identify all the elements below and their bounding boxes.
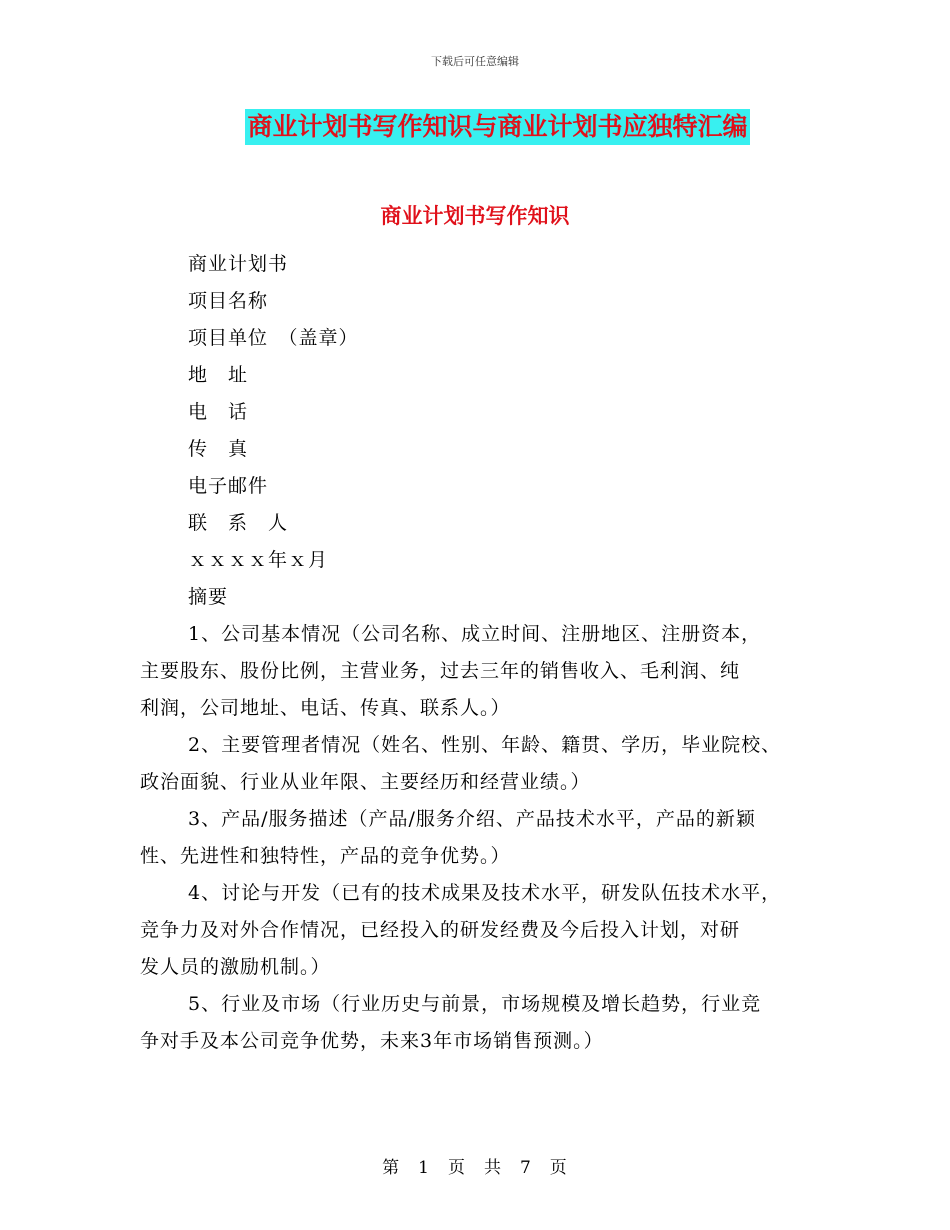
body-line: 主要股东、股份比例，主营业务，过去三年的销售收入、毛利润、纯 [140,660,741,682]
main-title-container [0,109,950,145]
body-line: 4、讨论与开发（已有的技术成果及技术水平，研发队伍技术水平， [188,882,782,904]
main-title: 商业计划书写作知识与商业计划书应独特汇编 [245,109,749,145]
body-line: 项目名称 [188,290,269,312]
body-line: 电子邮件 [188,475,269,497]
body-line: 利润，公司地址、电话、传真、联系人。） [140,697,511,719]
body-line: 摘要 [188,586,229,608]
body-line: 地 址 [188,364,249,386]
body-line: 2、主要管理者情况（姓名、性别、年龄、籍贯、学历，毕业院校、 [188,734,782,756]
body-line: 电 话 [188,401,249,423]
body-line: 1、公司基本情况（公司名称、成立时间、注册地区、注册资本， [188,623,762,645]
body-line: 项目单位 （盖章） [188,327,359,349]
page-footer: 第 1 页 共 7 页 [382,1158,568,1178]
body-line: 争对手及本公司竞争优势，未来3年市场销售预测。） [140,1030,604,1052]
body-line: 竞争力及对外合作情况，已经投入的研发经费及今后投入计划，对研 [140,919,741,941]
section-title: 商业计划书写作知识 [380,204,570,228]
body-line: 传 真 [188,438,249,460]
body-line: 联 系 人 [188,512,289,534]
body-line: 3、产品/服务描述（产品/服务介绍、产品技术水平，产品的新颖 [188,808,756,830]
body-line: 5、行业及市场（行业历史与前景，市场规模及增长趋势，行业竞 [188,993,762,1015]
header-note: 下载后可任意编辑 [431,55,519,68]
document-body [140,246,830,1060]
body-line: 性、先进性和独特性，产品的竞争优势。） [140,845,511,867]
body-line: ｘｘｘｘ年ｘ月 [188,549,329,571]
body-line: 政治面貌、行业从业年限、主要经历和经营业绩。） [140,771,591,793]
body-line: 商业计划书 [188,253,289,275]
body-line: 发人员的激励机制。） [140,956,331,978]
